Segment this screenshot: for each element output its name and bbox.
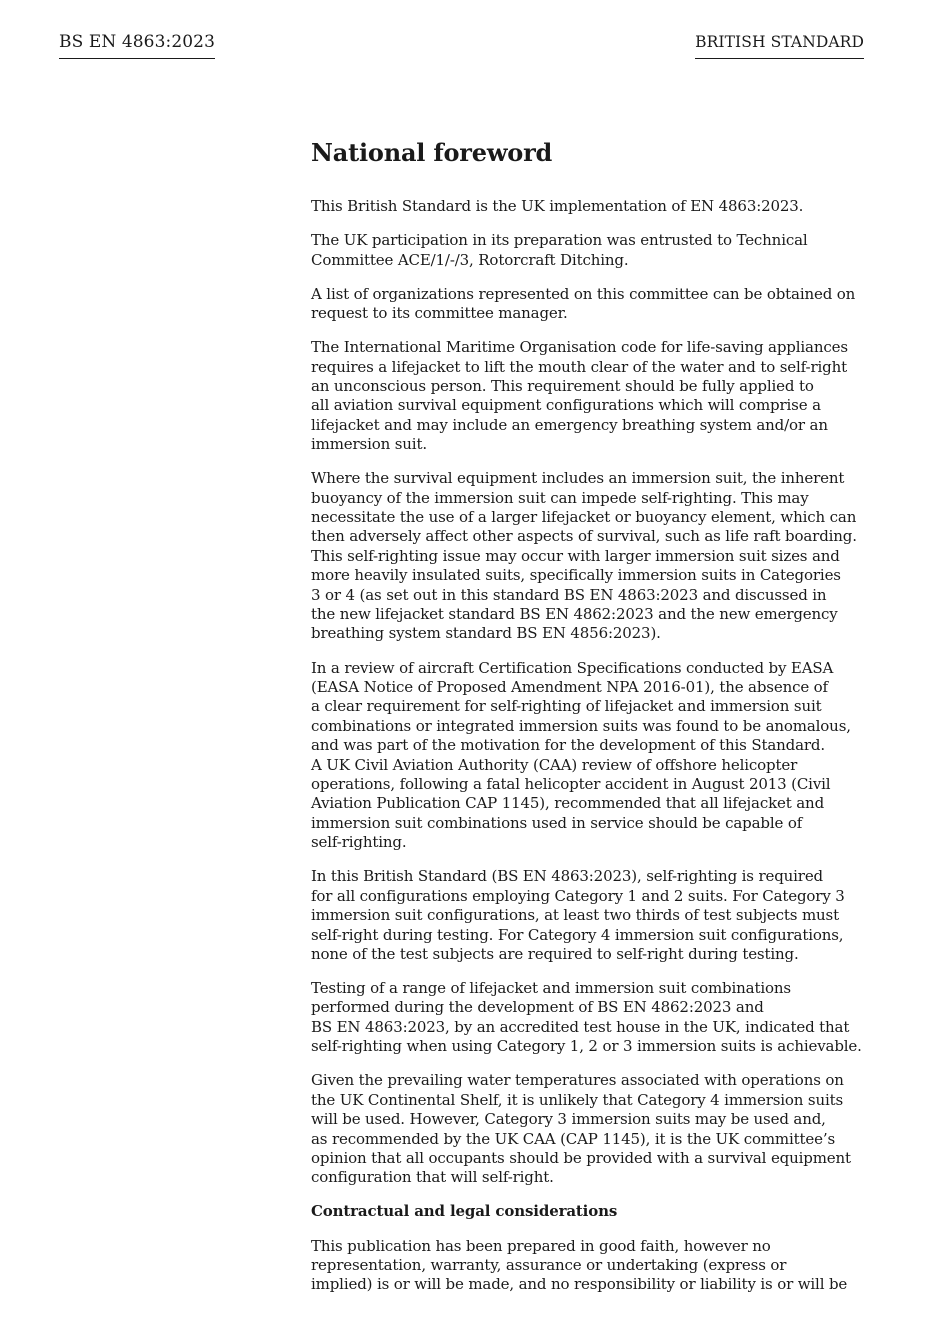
paragraph-uk-participation [311, 231, 871, 270]
text-line: self-right during testing. For Category 4 immersion suit configurations, [311, 925, 844, 944]
text-line: more heavily insulated suits, specifically immersion suits in Categories [311, 566, 841, 585]
text-line: (EASA Notice of Proposed Amendment NPA 2016-01), the absence of [311, 677, 828, 696]
text-line: breathing system standard BS EN 4856:2023). [311, 624, 661, 643]
text-line: performed during the development of BS EN 4862:2023 and [311, 998, 764, 1017]
text-line: BS EN 4863:2023, by an accredited test house in the UK, indicated that [311, 1017, 850, 1036]
text-line: configuration that will self-right. [311, 1168, 554, 1187]
text-line: Given the prevailing water temperatures associated with operations on [311, 1071, 844, 1090]
text-line: combinations or integrated immersion suits was found to be anomalous, [311, 716, 851, 735]
text-line: request to its committee manager. [311, 304, 568, 322]
paragraph-testing [311, 979, 871, 1057]
text-line: immersion suit configurations, at least two thirds of test subjects must [311, 906, 839, 925]
paragraph-self-righting-requirements [311, 867, 871, 964]
text-line: then adversely affect other aspects of survival, such as life raft boarding. [311, 527, 857, 546]
text-line: the new lifejacket standard BS EN 4862:2023 and the new emergency [311, 605, 838, 624]
text-line: an unconscious person. This requirement should be fully applied to [311, 376, 814, 395]
text-line: representation, warranty, assurance or undertaking (express or [311, 1255, 787, 1274]
text-line: operations, following a fatal helicopter accident in August 2013 (Civil [311, 775, 831, 793]
text-line: In this British Standard (BS EN 4863:2023), self-righting is required [311, 867, 824, 886]
text-line: the UK Continental Shelf, it is unlikely that Category 4 immersion suits [311, 1090, 844, 1109]
text-line: Testing of a range of lifejacket and immersion suit combinations [311, 979, 791, 998]
text-line: self-righting. [311, 833, 407, 852]
text-line: In a review of aircraft Certification Specifications conducted by EASA [311, 658, 834, 677]
paragraph-good-faith [311, 1237, 871, 1295]
text-line: This self-righting issue may occur with larger immersion suit sizes and [311, 546, 840, 565]
text-line: A UK Civil Aviation Authority (CAA) review of offshore helicopter [311, 755, 798, 774]
paragraph-implementation [311, 197, 871, 216]
text-line: Where the survival equipment includes an immersion suit, the inherent [311, 469, 845, 488]
text-line: implied) is or will be made, and no responsibility or liability is or will be [311, 1275, 848, 1294]
paragraph-immersion-suit-buoyancy [311, 469, 871, 644]
text-line: as recommended by the UK CAA (CAP 1145), it is the UK committee’s [311, 1129, 836, 1148]
text-line: The International Maritime Organisation code for life-saving appliances [311, 338, 848, 357]
text-line: This British Standard is the UK implementation of EN 4863:2023. [311, 197, 804, 215]
text-line: necessitate the use of a larger lifejacket or buoyancy element, which can [311, 508, 857, 527]
text-line: opinion that all occupants should be provided with a survival equipment [311, 1148, 851, 1167]
text-line: Committee ACE/1/-/3, Rotorcraft Ditching. [311, 250, 629, 269]
text-line: requires a lifejacket to lift the mouth clear of the water and to self-right [311, 357, 847, 376]
section-heading-contractual: Contractual and legal considerations [311, 1202, 618, 1221]
text-line: buoyancy of the immersion suit can impede self-righting. This may [311, 488, 809, 507]
text-line: self-righting when using Category 1, 2 or 3 immersion suits is achievable. [311, 1037, 862, 1056]
text-line: lifejacket and may include an emergency breathing system and/or an [311, 415, 828, 434]
paragraph-imo-code [311, 338, 871, 454]
text-line: This publication has been prepared in good faith, however no [311, 1236, 771, 1255]
page-title: National foreword [311, 138, 553, 167]
text-line: for all configurations employing Category 1 and 2 suits. For Category 3 [311, 886, 845, 905]
main-content [311, 137, 871, 1309]
publisher-label-header: BRITISH STANDARD [695, 30, 864, 59]
text-line: immersion suit combinations used in service should be capable of [311, 813, 803, 832]
text-line: Aviation Publication CAP 1145), recommended that all lifejacket and [311, 794, 825, 813]
document-id-header: BS EN 4863:2023 [59, 30, 215, 59]
text-line: The UK participation in its preparation was entrusted to Technical [311, 231, 808, 250]
text-line: 3 or 4 (as set out in this standard BS EN 4863:2023 and discussed in [311, 585, 827, 604]
text-line: immersion suit. [311, 435, 427, 454]
text-line: A list of organizations represented on this committee can be obtained on [311, 284, 856, 303]
paragraph-easa-review [311, 659, 871, 853]
paragraph-water-temperatures [311, 1071, 871, 1187]
text-line: a clear requirement for self-righting of lifejacket and immersion suit [311, 697, 822, 716]
text-line: will be used. However, Category 3 immersion suits may be used and, [311, 1110, 826, 1129]
text-line: none of the test subjects are required to self-right during testing. [311, 944, 799, 963]
text-line: all aviation survival equipment configurations which will comprise a [311, 396, 821, 415]
paragraph-committee-list [311, 285, 871, 324]
text-line: and was part of the motivation for the development of this Standard. [311, 736, 825, 755]
